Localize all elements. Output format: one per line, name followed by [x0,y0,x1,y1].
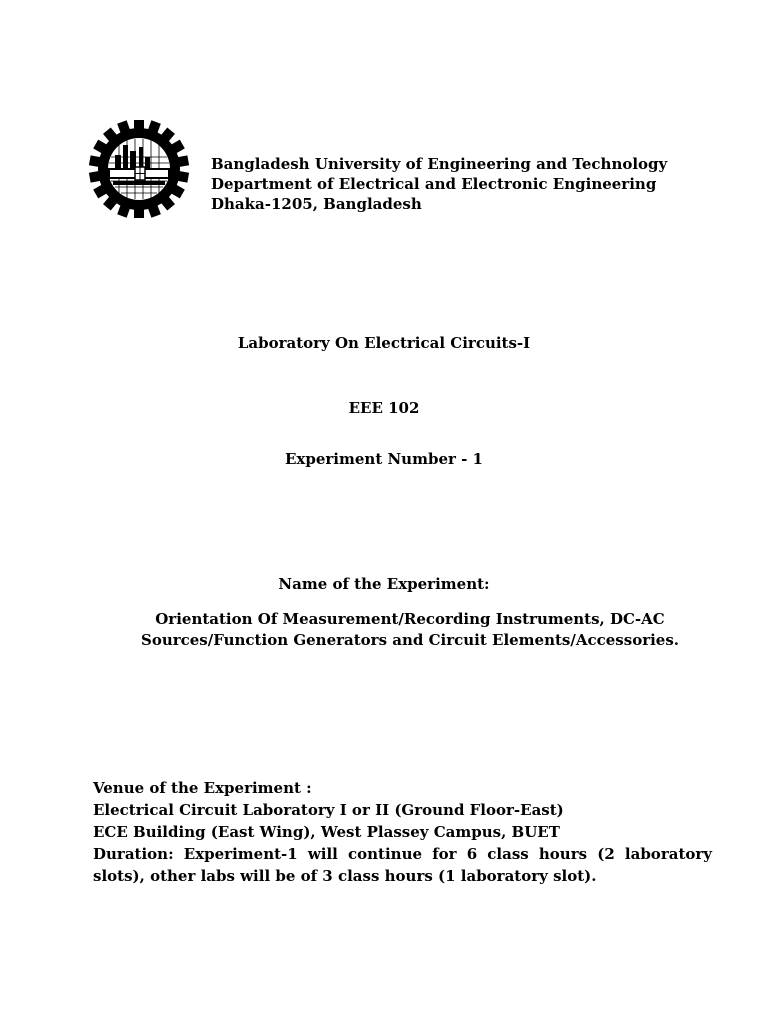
department-name: Department of Electrical and Electronic Engineering [211,175,657,193]
experiment-name-label: Name of the Experiment: [278,575,490,593]
university-name: Bangladesh University of Engineering and Technology [211,155,668,173]
institution-header [211,154,667,214]
venue-label: Venue of the Experiment : [93,779,312,797]
venue-duration: Duration: Experiment-1 will continue for 6 class hours (2 laboratory slots), other labs will be of 3 class hours (1 laboratory slot). [93,845,712,885]
venue-lab: Electrical Circuit Laboratory I or II (Ground Floor-East) [93,801,564,819]
lab-title: Laboratory On Electrical Circuits-I [237,334,531,352]
venue-building: ECE Building (East Wing), West Plassey Campus, BUET [93,823,560,841]
experiment-name: Orientation Of Measurement/Recording Instruments, DC-AC Sources/Function Generators and Circuit Elements/Accessories. [140,610,680,649]
venue-section [93,777,712,887]
institution-address: Dhaka-1205, Bangladesh [211,195,422,213]
buet-logo-icon [87,120,191,218]
course-code: EEE 102 [348,399,420,417]
experiment-number: Experiment Number - 1 [284,450,483,468]
